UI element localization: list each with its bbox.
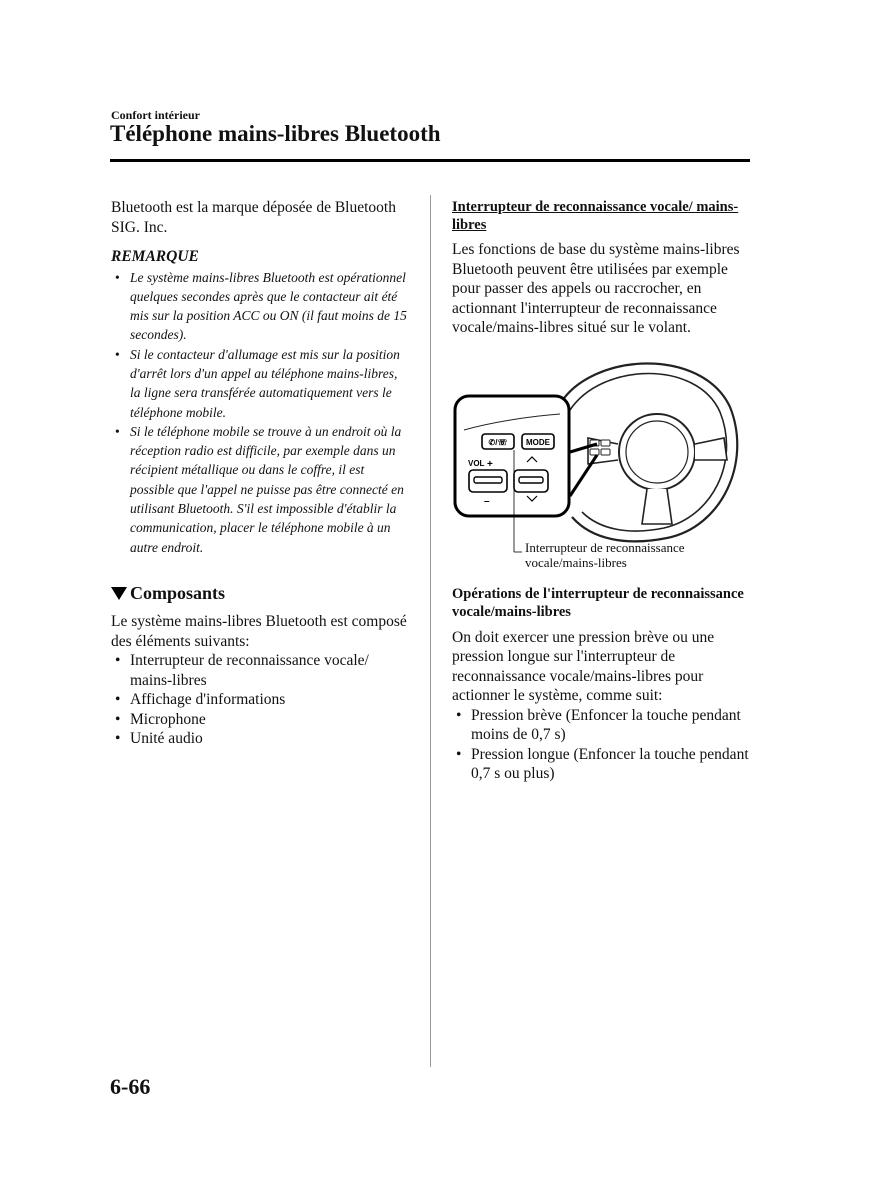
steering-wheel-figure [452, 352, 752, 574]
switch-text: Les fonctions de base du système mains-libres Bluetooth peuvent être utilisées par exemple pour passer des appels ou raccrocher, en actionnant l'interrupteur de reconnaissance vocale/mains-libres situé sur le volant. [452, 241, 740, 336]
operations-list [452, 706, 752, 784]
components-intro: Le système mains-libres Bluetooth est composé des éléments suivants: [111, 613, 407, 650]
page-title: Téléphone mains-libres Bluetooth [110, 121, 441, 146]
page-number: 6-66 [110, 1074, 151, 1099]
note-list [111, 268, 411, 557]
list-item: • Interrupteur de reconnaissance vocale/ mains-libres [111, 651, 411, 690]
list-item: • Pression brève (Enfoncer la touche pendant moins de 0,7 s) [452, 706, 752, 745]
vol-plus-label: + [487, 458, 493, 470]
right-column [452, 198, 752, 784]
components-list [111, 651, 411, 749]
operations-heading: Opérations de l'interrupteur de reconnaissance vocale/mains-libres [452, 585, 744, 620]
intro-text: Bluetooth est la marque déposée de Bluetooth SIG. Inc. [111, 199, 396, 236]
figure-callout: Interrupteur de reconnaissance vocale/mains-libres [525, 539, 685, 570]
list-item: • Microphone [111, 710, 411, 730]
vol-label: VOL [468, 458, 485, 468]
section-label: Confort intérieur [111, 108, 200, 122]
operations-text: On doit exercer une pression brève ou une pression longue sur l'interrupteur de reconnaissance vocale/mains-libres pour actionner le système, comme suit: [452, 628, 715, 704]
components-heading-label: Composants [130, 582, 226, 603]
note-item: • Si le contacteur d'allumage est mis sur la position d'arrêt lors d'un appel au téléphone mains-libres, la ligne sera transférée automatiquement vers le téléphone mobile. [111, 345, 411, 422]
list-item: • Unité audio [111, 729, 411, 749]
note-item: • Le système mains-libres Bluetooth est opérationnel quelques secondes après que le contacteur ait été mis sur la position ACC ou ON (il faut moins de 15 secondes). [111, 268, 411, 345]
svg-text:✆/☏: ✆/☏ [488, 437, 508, 447]
list-item: • Pression longue (Enfoncer la touche pendant 0,7 s ou plus) [452, 745, 752, 784]
note-item: • Si le téléphone mobile se trouve à un endroit où la réception radio est difficile, par exemple dans un récipient métallique ou dans le coffre, il est possible que l'appel ne puisse pas être connecté en utilisant Bluetooth. S'il est impossible d'établir la communication, placer le téléphone mobile à un autre endroit. [111, 422, 411, 557]
left-column [111, 198, 411, 749]
switch-heading: Interrupteur de reconnaissance vocale/ mains-libres [452, 199, 739, 233]
title-rule [110, 159, 750, 162]
mode-button-label: MODE [526, 437, 550, 447]
note-heading: REMARQUE [111, 248, 199, 265]
column-divider [430, 195, 431, 1067]
list-item: • Affichage d'informations [111, 690, 411, 710]
vol-minus-label: – [484, 495, 490, 507]
triangle-down-icon [111, 587, 127, 600]
components-heading [111, 584, 411, 604]
